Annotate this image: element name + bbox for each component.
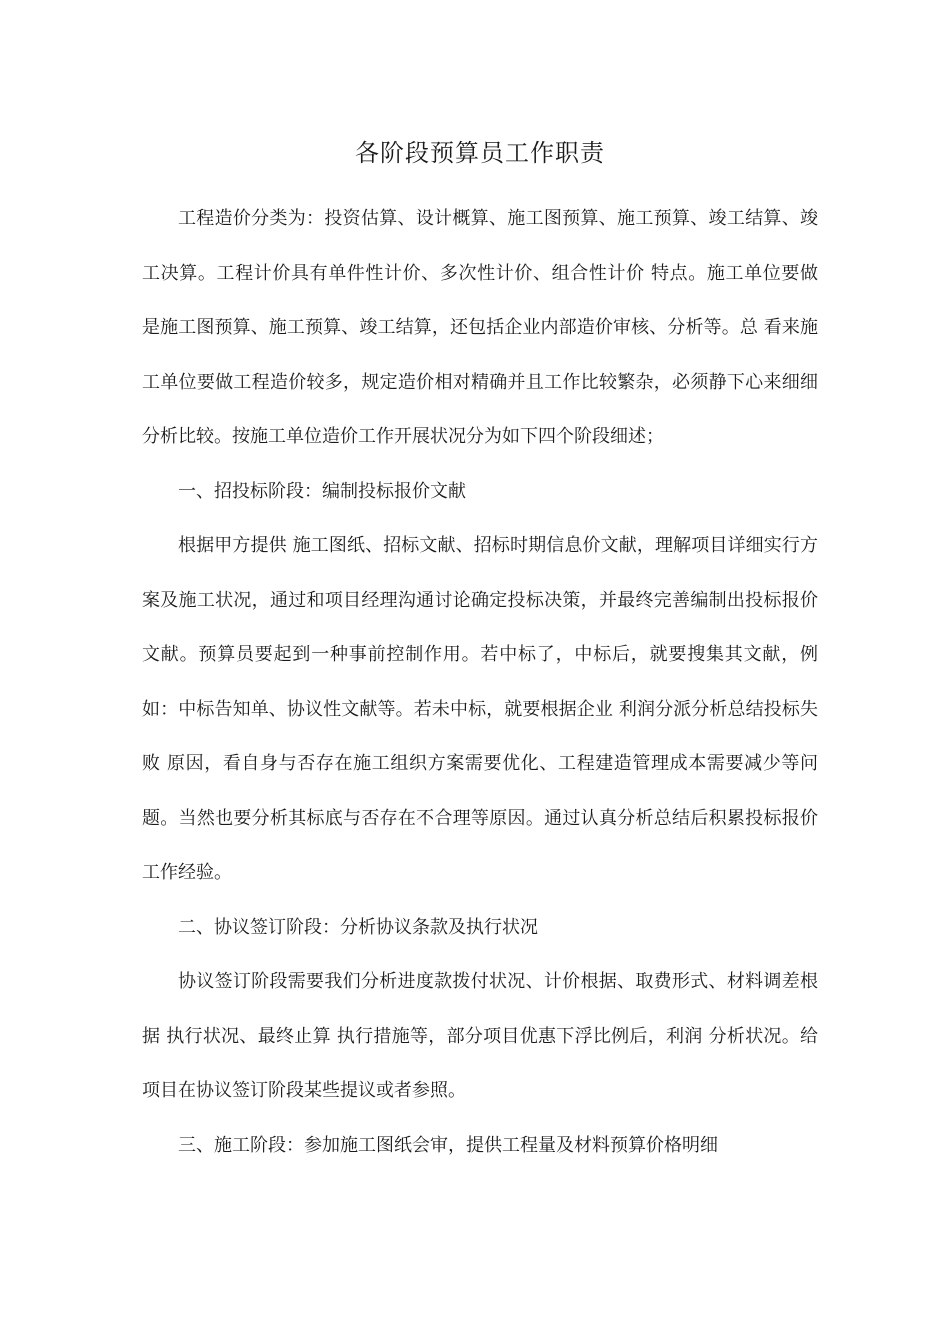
document-title: 各阶段预算员工作职责: [355, 139, 605, 167]
paragraph-contract: 协议签订阶段需要我们分析进度款拨付状况、计价根据、取费形式、材料调差根据 执行状况、最终止算 执行措施等，部分项目优惠下浮比例后，利润 分析状况。给项目在协议签订阶段某些提议或者参照。: [142, 971, 818, 1101]
paragraph-intro: 工程造价分类为：投资估算、设计概算、施工图预算、施工预算、竣工结算、竣工决算。工程计价具有单件性计价、多次性计价、组合性计价 特点。施工单位要做 是施工图预算、施工预算、竣工结算，还包括企业内部造价审核、分析等。总 看来施工单位要做工程造价较多，规定造价相对精确并且工作比较繁杂，必须静下心来细细分析比较。按施工单位造价工作开展状况分为如下四个阶段细述；: [142, 208, 818, 447]
section-heading-bidding: 一、招投标阶段：编制投标报价文献: [178, 480, 466, 502]
section-heading-construction: 三、施工阶段：参加施工图纸会审，提供工程量及材料预算价格明细: [178, 1134, 718, 1156]
section-heading-contract: 二、协议签订阶段：分析协议条款及执行状况: [178, 916, 538, 938]
paragraph-bidding: 根据甲方提供 施工图纸、招标文献、招标时期信息价文献，理解项目详细实行方案及施工状况，通过和项目经理沟通讨论确定投标决策，并最终完善编制出投标报价文献。预算员要起到一种事前控制作用。若中标了，中标后，就要搜集其文献，例如：中标告知单、协议性文献等。若未中标，就要根据企业 利润分派分析总结投标失败 原因，看自身与否存在施工组织方案需要优化、工程建造管理成本需要减少等问题。当然也要分析其标底与否存在不合理等原因。通过认真分析总结后积累投标报价工作经验。: [142, 535, 818, 883]
